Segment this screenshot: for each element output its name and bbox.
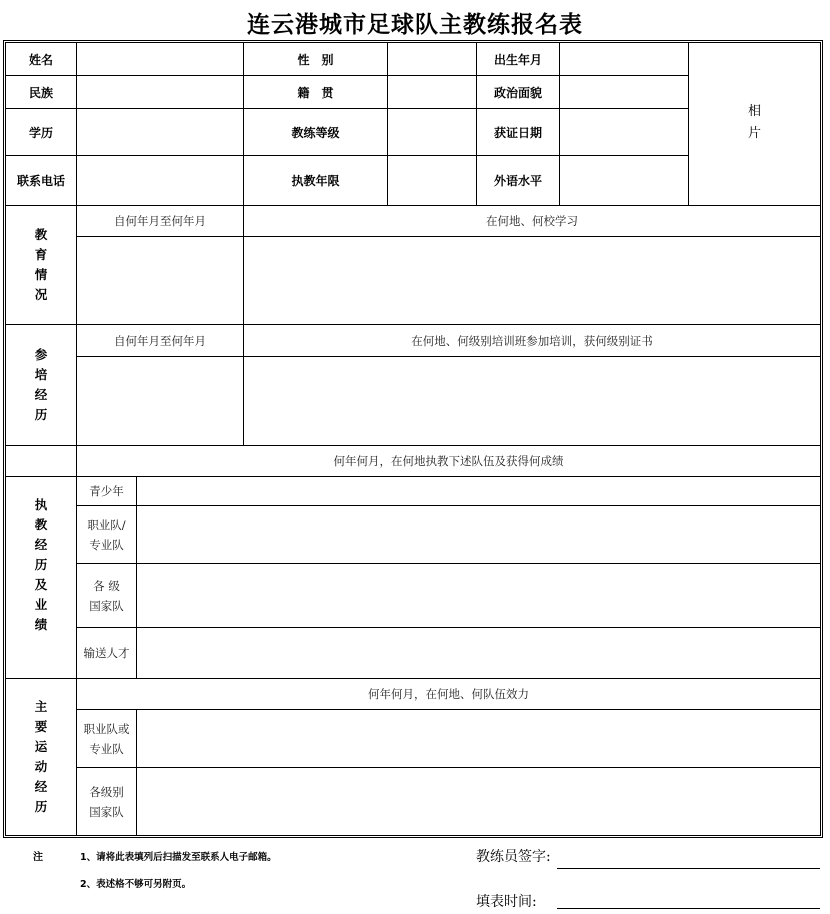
note-2: 2、表述格不够可另附页。 [80, 879, 192, 890]
birth-field[interactable] [560, 43, 689, 76]
sport-label-char: 历 [34, 799, 48, 814]
photo-char-1: 相 [747, 104, 761, 119]
coach-signature-label: 教练员签字: [476, 849, 551, 865]
coach-row-pro-line1: 职业队/ [87, 517, 126, 532]
coach-row-national-line1: 各 级 [93, 578, 120, 593]
label-birth: 出生年月 [477, 43, 560, 76]
coach-header: 何年何月，在何地执教下述队伍及获得何成绩 [77, 446, 820, 477]
edu-label-char: 况 [34, 287, 48, 302]
coach-national-field[interactable] [137, 564, 820, 628]
gender-field[interactable] [388, 43, 477, 76]
education-field[interactable] [77, 109, 244, 156]
coach-section-label [6, 477, 77, 679]
label-name: 姓名 [6, 43, 77, 76]
coach-level-field[interactable] [388, 109, 477, 156]
coach-label-char: 经 [34, 537, 48, 552]
sport-row-pro-line1: 职业队或 [83, 721, 130, 736]
photo-char-2: 片 [747, 126, 761, 141]
train-detail-field[interactable] [244, 357, 820, 446]
sport-row-national-line2: 国家队 [89, 804, 124, 819]
sport-row-national [77, 768, 137, 835]
sport-national-field[interactable] [137, 768, 820, 835]
label-political: 政治面貌 [477, 76, 560, 109]
language-field[interactable] [560, 156, 689, 206]
sport-label-char: 动 [34, 759, 48, 774]
coach-label-char: 教 [34, 517, 48, 532]
label-language: 外语水平 [477, 156, 560, 206]
coach-pro-field[interactable] [137, 506, 820, 564]
fill-time-line[interactable] [557, 908, 820, 909]
coach-label-char: 历 [34, 557, 48, 572]
sport-section-label [6, 679, 77, 835]
sport-row-pro-line2: 专业队 [89, 741, 124, 756]
sport-label-char: 经 [34, 779, 48, 794]
coach-row-national-line2: 国家队 [89, 598, 124, 613]
edu-section-label [6, 206, 77, 325]
label-gender: 性 别 [244, 43, 388, 76]
coach-header-blank [6, 446, 77, 477]
coach-youth-field[interactable] [137, 477, 820, 506]
edu-school-field[interactable] [244, 237, 820, 325]
coach-row-talent: 输送人才 [77, 628, 137, 679]
train-label-char: 参 [34, 347, 48, 362]
edu-col-school: 在何地、何校学习 [244, 206, 820, 237]
train-label-char: 历 [34, 407, 48, 422]
coach-label-char: 执 [34, 497, 48, 512]
label-phone: 联系电话 [6, 156, 77, 206]
sport-header: 何年何月，在何地、何队伍效力 [77, 679, 820, 710]
train-label-char: 培 [34, 367, 48, 382]
sport-row-pro [77, 710, 137, 768]
name-field[interactable] [77, 43, 244, 76]
note-1: 1、请将此表填列后扫描发至联系人电子邮箱。 [80, 852, 277, 863]
coach-row-pro [77, 506, 137, 564]
train-col-detail: 在何地、何级别培训班参加培训，获何级别证书 [244, 325, 820, 357]
train-col-period: 自何年月至何年月 [77, 325, 244, 357]
edu-label-char: 教 [34, 227, 48, 242]
coach-row-pro-line2: 专业队 [89, 537, 124, 552]
label-cert-date: 获证日期 [477, 109, 560, 156]
coaching-years-field[interactable] [388, 156, 477, 206]
coach-label-char: 绩 [34, 617, 48, 632]
coach-signature-line[interactable] [557, 868, 820, 869]
sport-label-char: 运 [34, 739, 48, 754]
train-period-field[interactable] [77, 357, 244, 446]
photo-box[interactable] [689, 43, 820, 206]
label-native-place: 籍 贯 [244, 76, 388, 109]
note-label: 注 [33, 852, 43, 863]
coach-row-youth: 青少年 [77, 477, 137, 506]
edu-period-field[interactable] [77, 237, 244, 325]
train-label-char: 经 [34, 387, 48, 402]
edu-label-char: 情 [34, 267, 48, 282]
label-education: 学历 [6, 109, 77, 156]
edu-col-period: 自何年月至何年月 [77, 206, 244, 237]
cert-date-field[interactable] [560, 109, 689, 156]
coach-talent-field[interactable] [137, 628, 820, 679]
edu-label-char: 育 [34, 247, 48, 262]
native-place-field[interactable] [388, 76, 477, 109]
sport-row-national-line1: 各级别 [89, 784, 124, 799]
fill-time-label: 填表时间: [476, 894, 537, 910]
label-coaching-years: 执教年限 [244, 156, 388, 206]
coach-label-char: 业 [34, 597, 48, 612]
ethnicity-field[interactable] [77, 76, 244, 109]
label-ethnicity: 民族 [6, 76, 77, 109]
sport-pro-field[interactable] [137, 710, 820, 768]
sport-label-char: 要 [34, 719, 48, 734]
label-coach-level: 教练等级 [244, 109, 388, 156]
political-field[interactable] [560, 76, 689, 109]
phone-field[interactable] [77, 156, 244, 206]
coach-row-national [77, 564, 137, 628]
coach-label-char: 及 [34, 577, 48, 592]
sport-label-char: 主 [34, 699, 48, 714]
train-section-label [6, 325, 77, 446]
registration-form-table [3, 40, 823, 838]
form-title: 连云港城市足球队主教练报名表 [247, 11, 583, 38]
